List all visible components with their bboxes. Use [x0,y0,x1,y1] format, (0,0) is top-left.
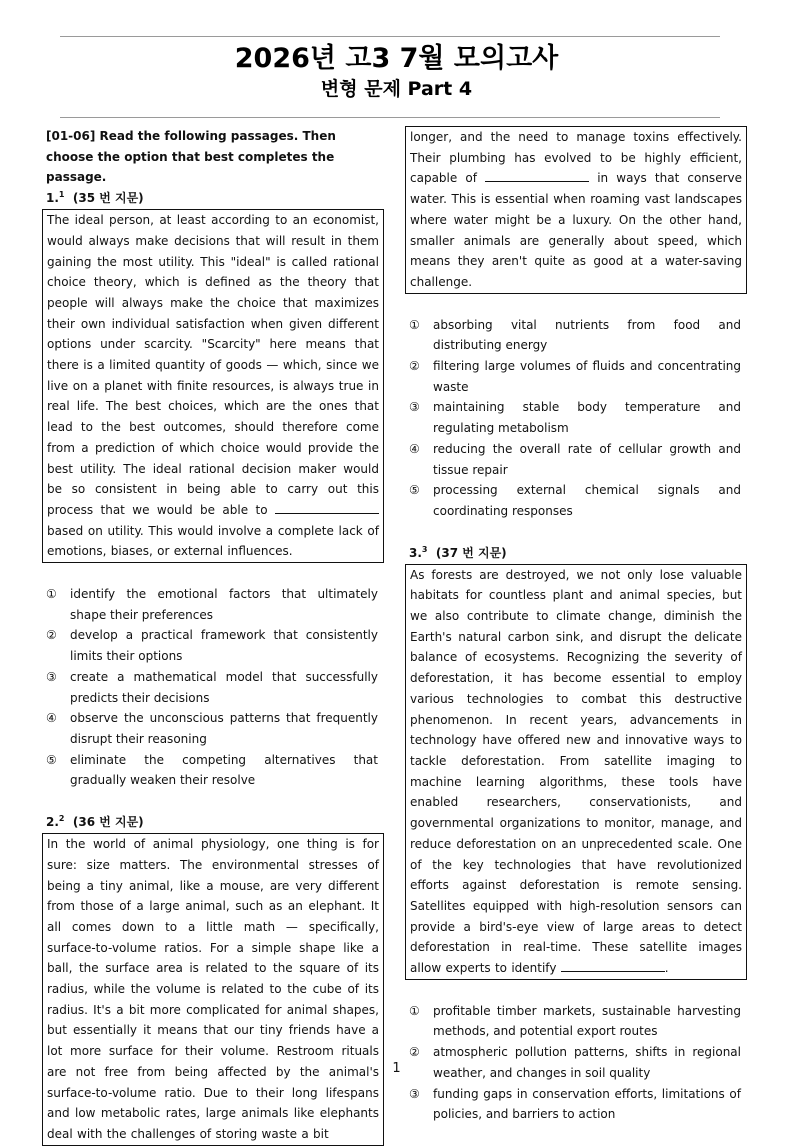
footnote-mark: 1 [58,190,65,200]
passage-text: As forests are destroyed, we not only lose valuable habitats for countless plant and animal species, but we also contribute to climate change, diminish the Earth's natural carbon sink, and disrupt the delicate balance of ecosystems. Recognizing the severity of deforestation, it has become essential to employ various technologies to combat this destructive phenomenon. In recent years, advancements in technology have offered new and innovative ways to tackle deforestation. From satellite imaging to machine learning algorithms, these tools have enabled researchers, conservationists, and governmental organizations to monitor, manage, and reduce deforestation on an unprecedented scale. One of the key technologies that have revolutionized efforts against deforestation is remote sensing. Satellites equipped with high-resolution sensors can provide a bird's-eye view of large areas to detect deforestation in real-time. These satellite images allow experts to identify [410,567,742,976]
answer-blank [275,501,379,514]
header-bottom-rule [60,117,720,118]
option-item[interactable] [409,480,741,521]
option-text: maintaining stable body temperature and regulating metabolism [433,400,741,436]
option-number: ② [46,628,57,643]
option-item[interactable] [46,708,378,749]
option-item[interactable] [409,439,741,480]
passage-text: In the world of animal physiology, one thing is for sure: size matters. The environmental stresses of being a tiny animal, like a mouse, are very different from those of a large animal, such as an elephant. It all comes down to a little math — specifically, surface-to-volume ratios. For a simple shape like a ball, the surface area is related to the square of its radius, while the volume is related to the cube of its radius. It's a bit more complicated for animal shapes, but essentially it means that our tiny friends have a lot more surface for their volume. Restroom rituals are not free from being affected by the animal's surface-to-volume ratio. Due to their long lifespans and low metabolic rates, large animals like elephants deal with the challenges of storing waste a bit [47,837,379,1141]
option-number: ⑤ [46,752,57,767]
question-3-heading [409,543,747,564]
question-1-heading [46,188,384,209]
answer-blank [485,169,589,182]
option-text: identify the emotional factors that ultimately shape their preferences [70,587,378,622]
option-text: develop a practical framework that consistently limits their options [70,628,378,664]
passage-text: . [664,961,669,976]
option-number: ② [409,359,420,374]
option-number: ③ [409,400,420,415]
question-number: 3. [409,545,422,560]
page-subtitle: 변형 문제 Part 4 [320,78,473,100]
option-item[interactable] [409,1001,741,1042]
option-number: ④ [46,711,57,726]
passage-text: in ways that conserve water. This is essential when roaming vast landscapes where water might be a luxury. On the other hand, smaller animals are generally about speed, which means they aren't quite as good at a water-saving challenge. [410,171,742,289]
question-3-passage [405,564,747,980]
question-1-passage [42,209,384,563]
option-text: processing external chemical signals and coordinating responses [433,483,741,518]
option-number: ② [409,1045,420,1060]
footnote-mark: 3 [421,544,428,554]
page-number: 1 [392,1061,401,1076]
option-item[interactable] [46,625,378,666]
top-rule [60,36,720,37]
option-text: absorbing vital nutrients from food and distributing energy [433,317,741,353]
passage-text: longer, and the need to manage toxins effectively. Their plumbing has evolved to be highly efficient, capable of [410,130,742,186]
option-item[interactable] [409,397,741,438]
option-item[interactable] [409,356,741,397]
question-2-heading [46,812,384,833]
question-1-options [42,584,384,791]
option-text: create a mathematical model that successfully predicts their decisions [70,669,378,705]
option-text: filtering large volumes of fluids and concentrating waste [433,359,741,394]
option-item[interactable] [46,667,378,708]
answer-blank [561,959,665,972]
question-number: 1. [46,191,59,206]
option-number: ③ [409,1086,420,1101]
question-2-passage-part2 [405,126,747,294]
option-item[interactable] [409,1084,741,1125]
footnote-mark: 2 [58,814,65,824]
passage-text: The ideal person, at least according to an economist, would always make decisions that will result in them gaining the most utility. This "ideal" is called rational choice theory, which is defined as the theory that people will always make the choice that maximizes their own individual satisfaction when given different options under scarcity. "Scarcity" here means that there is a limited quantity of goods — which, since we live on a planet with finite resources, is always true in real life. The best choices, which are the ones that lead to the best outcomes, should therefore come from a prediction of which choice would provide the best utility. The ideal rational decision maker would be so consistent in being able to carry out this process that we would be able to [47,213,379,517]
question-number: 2. [46,815,59,830]
page-title: 2026년 고3 7월 모의고사 [234,43,559,74]
question-source: (36 번 지문) [72,815,144,830]
option-text: eliminate the competing alternatives that gradually weaken their resolve [70,752,378,788]
option-item[interactable] [46,584,378,625]
option-item[interactable] [409,315,741,356]
question-source: (37 번 지문) [435,545,507,560]
option-text: profitable timber markets, sustainable harvesting methods, and potential export routes [433,1003,741,1039]
option-number: ① [46,587,57,602]
right-column [405,126,747,1125]
option-number: ① [409,317,420,332]
option-number: ① [409,1003,420,1018]
option-item[interactable] [46,750,378,791]
question-source: (35 번 지문) [72,191,144,206]
option-number: ③ [46,669,57,684]
option-text: reducing the overall rate of cellular growth and tissue repair [433,441,741,477]
question-2-options [405,315,747,522]
option-number: ⑤ [409,483,420,498]
option-text: atmospheric pollution patterns, shifts in regional weather, and changes in soil quality [433,1045,741,1080]
option-number: ④ [409,441,420,456]
option-text: funding gaps in conservation efforts, limitations of policies, and barriers to action [433,1086,741,1122]
passage-text: based on utility. This would involve a complete lack of emotions, biases, or external influences. [47,523,379,559]
left-column [42,126,384,1146]
instructions: [01-06] Read the following passages. Then choose the option that best completes the passage. [46,129,336,185]
question-2-passage-part1 [42,833,384,1146]
option-text: observe the unconscious patterns that frequently disrupt their reasoning [70,711,378,746]
